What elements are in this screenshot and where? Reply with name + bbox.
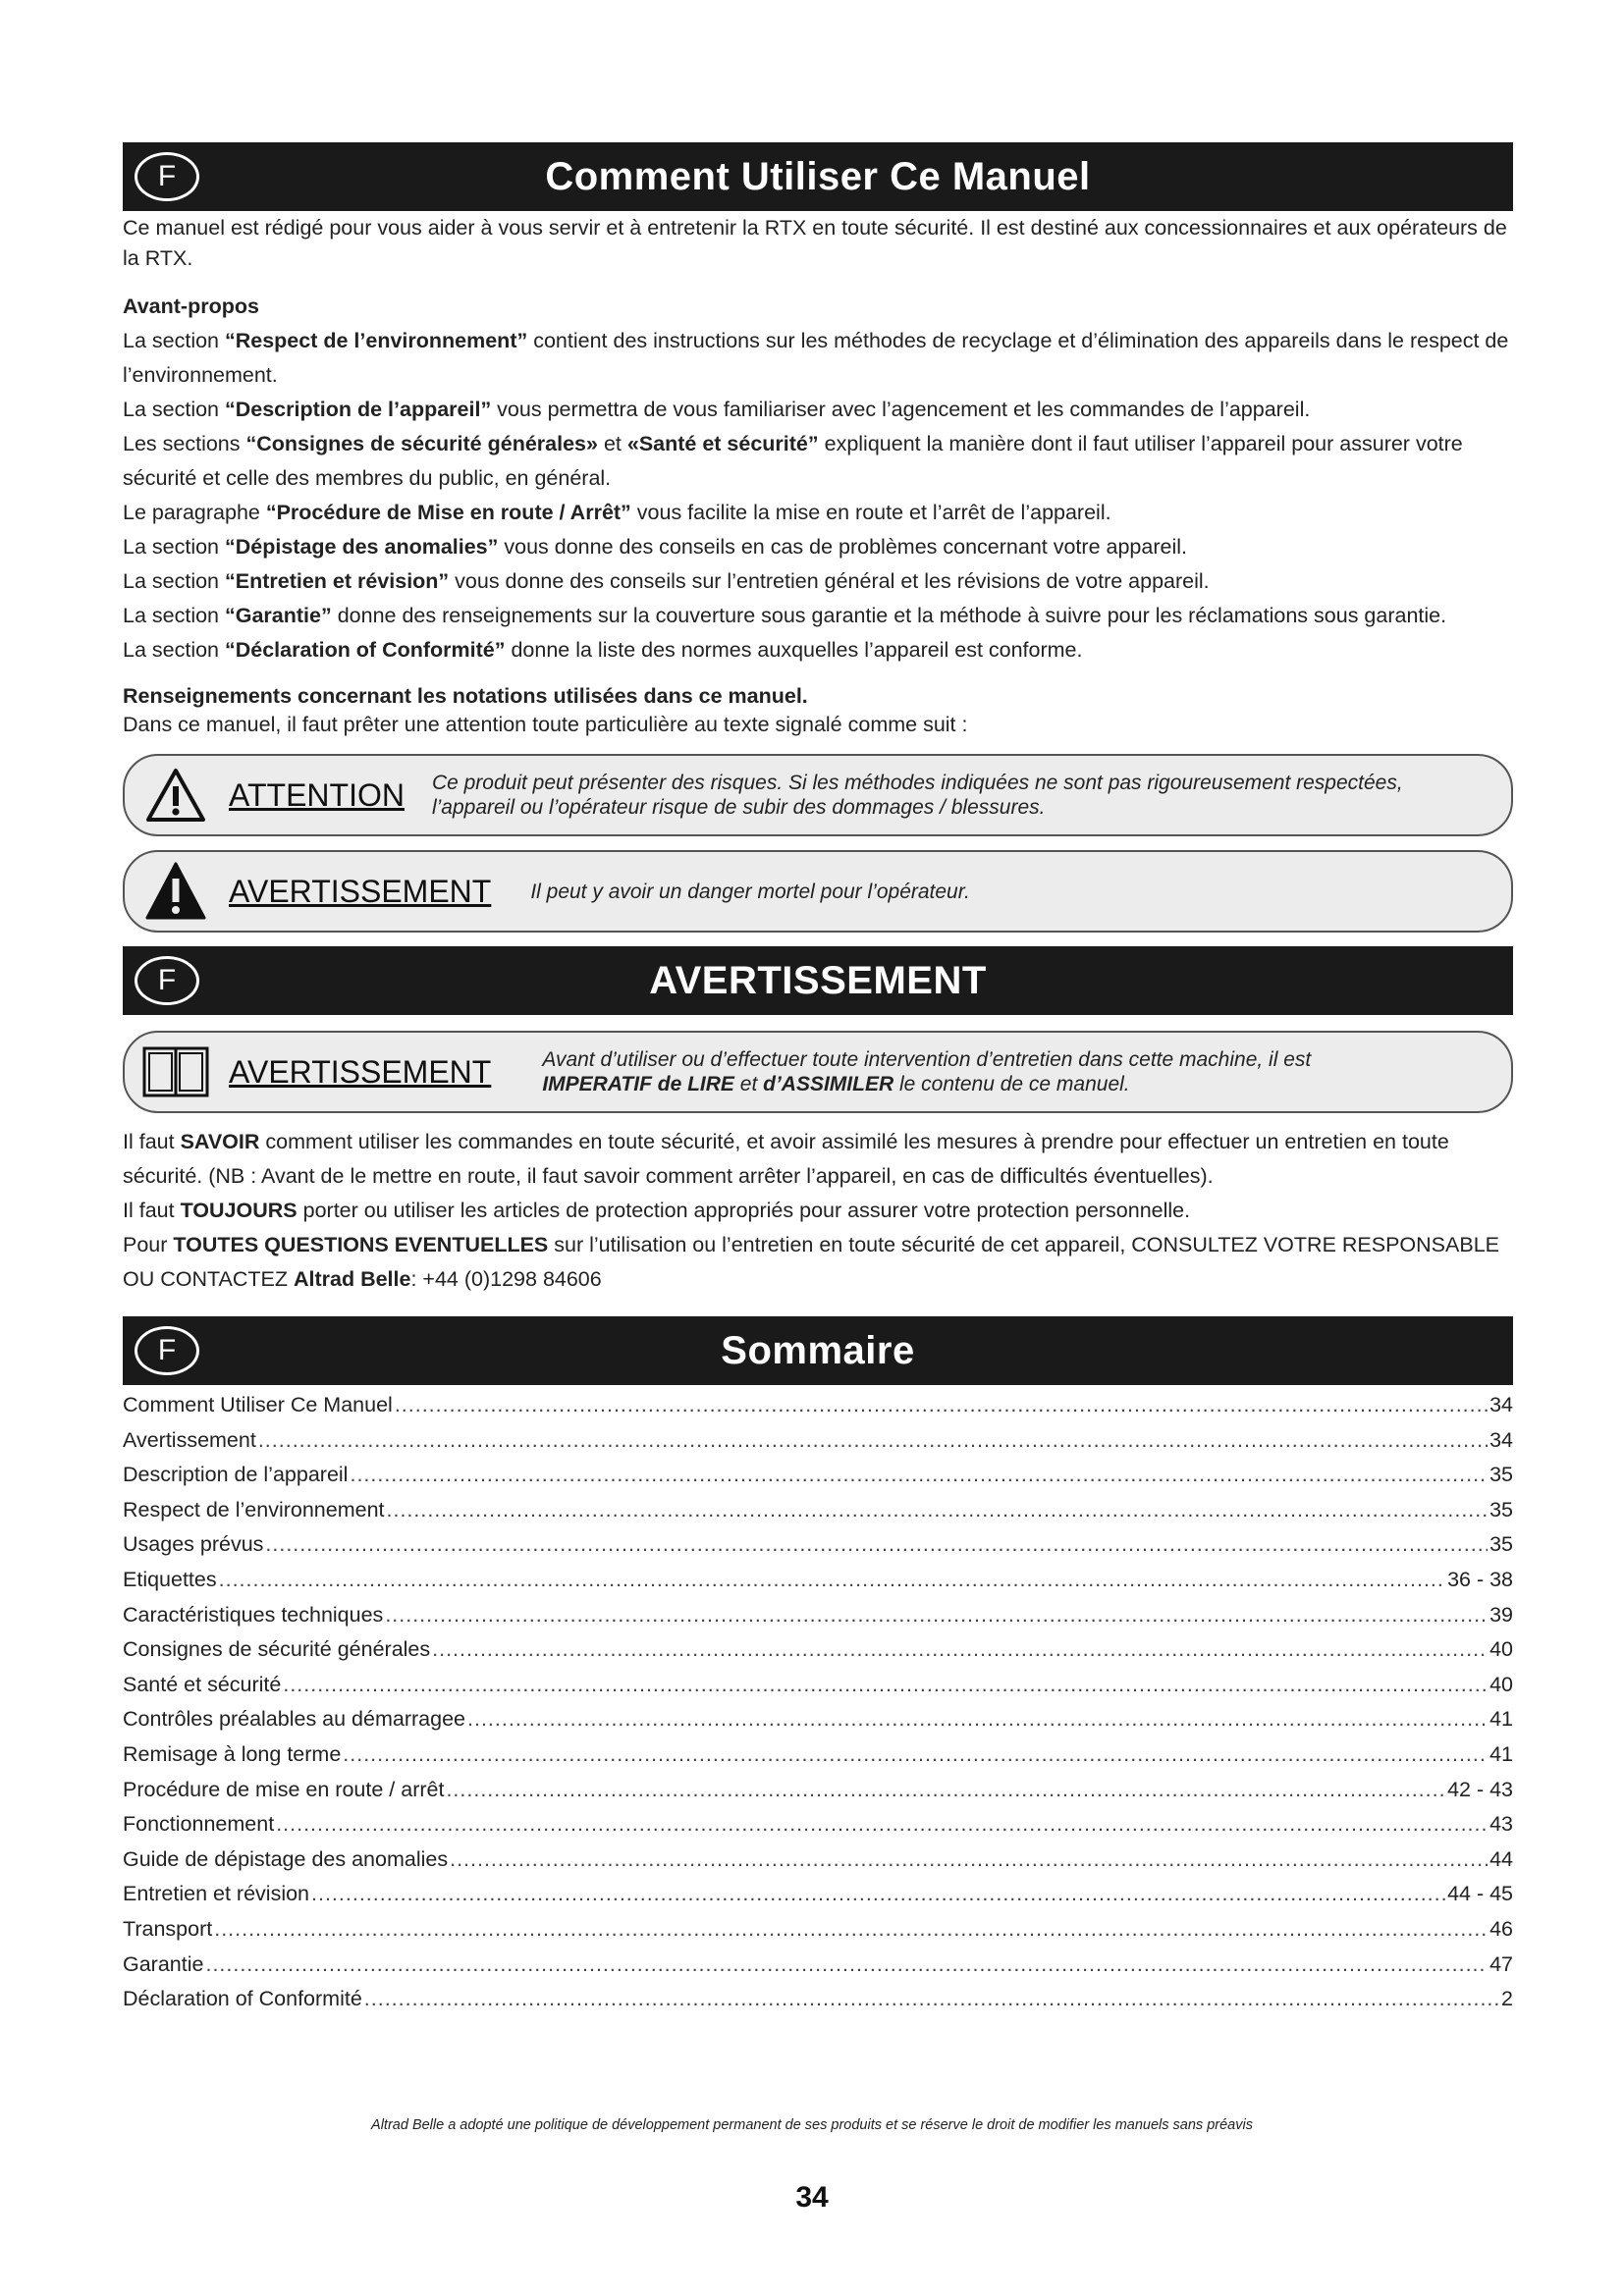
toc-leader-dots [205, 1952, 1488, 1977]
notation-text: Dans ce manuel, il faut prêter une attention toute particulière au texte signalé comme suit : [123, 713, 968, 736]
footer-disclaimer: Altrad Belle a adopté une politique de développement permanent de ses produits et se réserve le droit de modifier les manuels sans préavis [371, 2117, 1253, 2133]
foreword-item: La section “Description de l’appareil” vous permettra de vous familiariser avec l’agencement et les commandes de l’appareil. [123, 398, 1311, 421]
toc-leader-dots [446, 1778, 1445, 1802]
toc-entry-page: 44 - 45 [1447, 1882, 1513, 1906]
toc-entry-label: Remisage à long terme [123, 1741, 342, 1766]
toc-entry-label: Comment Utiliser Ce Manuel [123, 1393, 393, 1416]
foreword-heading: Avant-propos [123, 294, 259, 318]
toc-entry-label: Guide de dépistage des anomalies [123, 1846, 449, 1871]
toc-entry[interactable] [123, 1568, 1513, 1603]
toc-entry-page: 40 [1489, 1672, 1513, 1696]
section-banner-contents [123, 1316, 1513, 1385]
toc-entry[interactable] [123, 1393, 1513, 1428]
toc-entry[interactable] [123, 1498, 1513, 1533]
toc-entry-page: 44 [1489, 1846, 1513, 1871]
foreword-item: La section “Déclaration of Conformité” donne la liste des normes auxquelles l’appareil est conforme. [123, 638, 1083, 662]
section-title: Comment Utiliser Ce Manuel [545, 154, 1091, 198]
foreword-item: La section “Respect de l’environnement” contient des instructions sur les méthodes de recyclage et d’élimination des appareils dans le respect de l’environnement. [123, 329, 1509, 387]
toc-entry-label: Déclaration of Conformité [123, 1987, 362, 2011]
toc-entry[interactable] [123, 1847, 1513, 1883]
section-banner-warning [123, 946, 1513, 1015]
toc-entry-label: Description de l’appareil [123, 1463, 349, 1487]
intro-text: Ce manuel est rédigé pour vous aider à vous servir et à entretenir la RTX en toute sécurité. Il est destiné aux concessionnaires et aux opérateurs de la RTX. [123, 216, 1507, 270]
toc-entry-label: Fonctionnement [123, 1812, 275, 1837]
toc-entry-page: 34 [1489, 1427, 1513, 1452]
toc-entry-page: 42 - 43 [1447, 1777, 1513, 1801]
toc-entry-label: Santé et sécurité [123, 1672, 282, 1696]
toc-entry[interactable] [123, 1428, 1513, 1464]
toc-entry-label: Entretien et révision [123, 1882, 310, 1906]
attention-text: Ce produit peut présenter des risques. Si les méthodes indiquées ne sont pas rigoureusement respectées, l’appareil ou l’opérateur risque de subir des dommages / blessures. [431, 772, 1403, 819]
toc-entry-page: 36 - 38 [1447, 1567, 1513, 1591]
toc-entry[interactable] [123, 1812, 1513, 1847]
warning-paragraphs [123, 1125, 1513, 1297]
toc-entry-label: Procédure de mise en route / arrêt [123, 1777, 445, 1801]
warning-paragraph: Il faut SAVOIR comment utiliser les commandes en toute sécurité, et avoir assimilé les mesures à prendre pour effectuer un entretien en toute sécurité. (NB : Avant de le mettre en route, il faut savoir comment arrêter l’appareil, en cas de difficultés éventuelles). [123, 1130, 1449, 1188]
toc-entry-page: 43 [1489, 1812, 1513, 1837]
toc-leader-dots [467, 1707, 1488, 1732]
toc-entry-page: 41 [1489, 1741, 1513, 1766]
foreword-list [123, 324, 1513, 667]
toc-entry[interactable] [123, 1637, 1513, 1673]
toc-entry[interactable] [123, 1532, 1513, 1568]
toc-leader-dots [432, 1637, 1488, 1662]
read-manual-label: AVERTISSEMENT [229, 1053, 492, 1090]
warning-text: Il peut y avoir un danger mortel pour l’opérateur. [530, 880, 970, 903]
toc-entry-page: 35 [1489, 1532, 1513, 1557]
toc-entry-label: Consignes de sécurité générales [123, 1637, 431, 1662]
toc-entry[interactable] [123, 1987, 1513, 2022]
warning-label: AVERTISSEMENT [229, 873, 492, 909]
foreword-item: La section “Dépistage des anomalies” vous donne des conseils en cas de problèmes concernant votre appareil. [123, 535, 1187, 559]
warning-paragraph: Pour TOUTES QUESTIONS EVENTUELLES sur l’utilisation ou l’entretien en toute sécurité de cet appareil, CONSULTEZ VOTRE RESPONSABLE OU CONTACTEZ Altrad Belle: +44 (0)1298 84606 [123, 1233, 1499, 1291]
toc-entry[interactable] [123, 1603, 1513, 1638]
danger-triangle-icon [136, 861, 215, 922]
toc-entry-page: 2 [1501, 1987, 1513, 2011]
toc-entry-page: 39 [1489, 1602, 1513, 1627]
attention-notice [123, 754, 1513, 836]
toc-leader-dots [276, 1812, 1488, 1837]
foreword-item: Le paragraphe “Procédure de Mise en route / Arrêt” vous facilite la mise en route et l’arrêt de l’appareil. [123, 501, 1111, 524]
toc-entry-page: 41 [1489, 1707, 1513, 1732]
toc-entry-label: Contrôles préalables au démarragee [123, 1707, 465, 1732]
toc-entry-label: Garantie [123, 1951, 204, 1976]
toc-entry-label: Transport [123, 1916, 213, 1941]
toc-entry[interactable] [123, 1673, 1513, 1708]
warning-triangle-icon [136, 767, 215, 824]
manual-book-icon [136, 1042, 215, 1101]
language-badge: F [135, 1326, 199, 1375]
toc-entry[interactable] [123, 1778, 1513, 1813]
toc-leader-dots [214, 1917, 1488, 1942]
toc-leader-dots [283, 1673, 1488, 1697]
toc-entry-page: 47 [1489, 1951, 1513, 1976]
foreword-item: La section “Garantie” donne des renseignements sur la couverture sous garantie et la méthode à suivre pour les réclamations sous garantie. [123, 604, 1447, 627]
page-number: 34 [795, 2181, 829, 2214]
toc-entry-label: Avertissement [123, 1427, 256, 1452]
toc-entry-page: 40 [1489, 1637, 1513, 1662]
read-manual-notice [123, 1031, 1513, 1113]
toc-leader-dots [219, 1568, 1445, 1592]
toc-leader-dots [343, 1742, 1488, 1767]
page-content [123, 142, 1513, 2022]
toc-entry[interactable] [123, 1917, 1513, 1952]
toc-entry-page: 35 [1489, 1463, 1513, 1487]
table-of-contents [123, 1393, 1513, 2022]
toc-leader-dots [450, 1847, 1488, 1872]
language-badge: F [135, 152, 199, 201]
section-title: Sommaire [721, 1328, 915, 1372]
toc-leader-dots [395, 1393, 1488, 1417]
notation-heading: Renseignements concernant les notations utilisées dans ce manuel. [123, 684, 808, 708]
toc-entry-label: Usages prévus [123, 1532, 264, 1557]
toc-leader-dots [265, 1532, 1488, 1557]
foreword-item: Les sections “Consignes de sécurité générales» et «Santé et sécurité” expliquent la manière dont il faut utiliser l’appareil pour assurer votre sécurité et celle des membres du public, en général. [123, 432, 1463, 490]
toc-leader-dots [385, 1603, 1488, 1628]
foreword-item: La section “Entretien et révision” vous donne des conseils sur l’entretien général et les révisions de votre appareil. [123, 569, 1210, 593]
toc-entry-page: 35 [1489, 1497, 1513, 1522]
toc-entry[interactable] [123, 1952, 1513, 1988]
toc-leader-dots [350, 1463, 1488, 1487]
toc-entry-label: Etiquettes [123, 1567, 217, 1591]
section-banner-how-to-use [123, 142, 1513, 211]
toc-entry-page: 46 [1489, 1916, 1513, 1941]
toc-entry[interactable] [123, 1882, 1513, 1917]
toc-entry-page: 34 [1489, 1393, 1513, 1416]
toc-entry[interactable] [123, 1707, 1513, 1742]
toc-leader-dots [311, 1882, 1445, 1906]
warning-notice [123, 850, 1513, 933]
toc-entry[interactable] [123, 1742, 1513, 1778]
toc-leader-dots [387, 1498, 1489, 1522]
toc-entry[interactable] [123, 1463, 1513, 1498]
language-badge: F [135, 956, 199, 1005]
toc-entry-label: Caractéristiques techniques [123, 1602, 384, 1627]
warning-paragraph: Il faut TOUJOURS porter ou utiliser les articles de protection appropriés pour assurer votre protection personnelle. [123, 1199, 1191, 1222]
toc-entry-label: Respect de l’environnement [123, 1497, 385, 1522]
attention-label: ATTENTION [229, 776, 405, 813]
toc-leader-dots [258, 1428, 1488, 1453]
read-manual-text: Avant d’utiliser ou d’effectuer toute intervention d’entretien dans cette machine, il est IMPERATIF de LIRE et d’ASSIMILER le contenu de ce manuel. [542, 1048, 1312, 1095]
section-title: AVERTISSEMENT [649, 958, 987, 1002]
toc-leader-dots [364, 1987, 1499, 2011]
